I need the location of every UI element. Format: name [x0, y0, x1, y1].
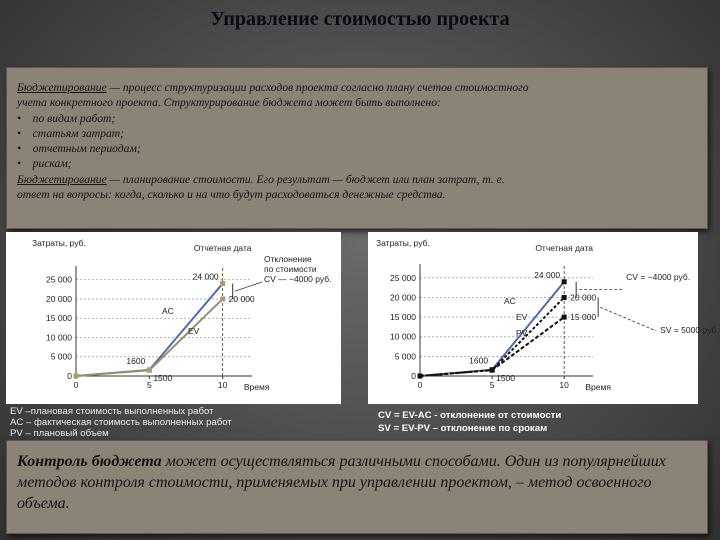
report-date-label: Отчетная дата: [535, 243, 594, 253]
bullet-icon: •: [17, 142, 22, 156]
text-line-7: [17, 172, 699, 187]
x-tick-label: 5: [146, 380, 152, 390]
legend-ev: EV –плановая стоимость выполненных работ: [10, 406, 214, 417]
formula-sv: SV = EV-PV – отклонение по срокам: [378, 422, 548, 434]
point-label: 1600: [469, 355, 489, 366]
term-budgeting: Бюджетирование: [17, 81, 107, 94]
y-tick-label: 20 000: [390, 292, 416, 303]
chart-2-svg: [368, 232, 719, 404]
point-label: 1600: [126, 355, 146, 366]
annotation-text: CV — −4000 руб.: [264, 274, 332, 284]
data-point: [562, 315, 567, 320]
definition-textbox: [6, 67, 708, 229]
series-line-ac: [420, 282, 564, 376]
series-label-ev: EV: [188, 326, 200, 336]
bullet-icon: •: [17, 111, 22, 125]
x-tick-label: 5: [489, 380, 495, 390]
bullet-text: рискам;: [32, 157, 72, 171]
point-label: 1500: [496, 373, 516, 384]
legend-ac: AC – фактическая стоимость выполненных работ: [10, 417, 232, 428]
bullet-text: отчетным периодам;: [32, 142, 141, 156]
bullet-item: [17, 156, 699, 171]
annotation-text: Отклонение: [264, 254, 312, 264]
x-tick-label: 0: [73, 380, 79, 390]
text-line-7-rest: — планирование стоимости. Его результат — бюджет или план затрат, т. е.: [106, 172, 505, 186]
legend-formulas: [378, 410, 708, 435]
bullet-text: статьям затрат;: [32, 126, 124, 140]
text-line-1-rest: — процесс структуризации расходов проекта согласно плану счетов стоимостного: [106, 81, 529, 94]
y-axis-label: Затраты, руб.: [376, 238, 430, 248]
y-tick-label: 25 000: [46, 274, 72, 285]
bullet-item: [17, 111, 699, 126]
formula-cv: CV = EV-AC - отклонение от стоимости: [378, 410, 562, 421]
point-label: 20 000: [228, 293, 255, 304]
annotation-leader: [235, 282, 262, 291]
y-tick-label: 5 000: [50, 351, 72, 362]
budget-control-textbox: [6, 440, 708, 534]
bullet-text: по видам работ;: [32, 111, 116, 125]
data-point: [562, 279, 567, 284]
text-line-8: ответ на вопросы: когда, сколько и на что будут расходоваться денежные средства.: [17, 188, 446, 202]
series-line-pv: [420, 317, 564, 376]
data-point: [147, 368, 152, 373]
annotation-text: по стоимости: [264, 264, 317, 274]
report-date-label: Отчетная дата: [193, 243, 252, 253]
series-label-ac: AC: [504, 296, 516, 306]
point-label: 1500: [153, 373, 173, 384]
slide-title: Управление стоимостью проекта: [210, 8, 510, 30]
y-axis-label: Затраты, руб.: [32, 238, 86, 248]
legend-definitions: [10, 406, 365, 439]
series-label-pv: PV: [516, 328, 528, 338]
x-tick-label: 10: [559, 380, 569, 390]
y-tick-label: 5 000: [394, 351, 416, 362]
bullet-item: [17, 126, 699, 141]
bullet-icon: •: [17, 157, 22, 171]
term-budgeting-2: Бюджетирование: [17, 172, 107, 186]
x-tick-label: 10: [217, 380, 228, 390]
y-tick-label: 10 000: [390, 331, 416, 342]
y-tick-label: 0: [411, 371, 416, 381]
chart-schedule-variance: [368, 232, 719, 404]
chart-1-svg: [6, 232, 341, 404]
chart-cost-variance: [6, 232, 341, 404]
term-budget-control: Контроль бюджета: [17, 453, 162, 470]
y-tick-label: 20 000: [46, 293, 72, 304]
data-point: [220, 281, 225, 286]
data-point: [490, 368, 495, 373]
point-label: 20 000: [570, 292, 597, 303]
y-tick-label: 15 000: [46, 313, 72, 324]
data-point: [220, 296, 225, 301]
legend-pv: PV – плановый объем: [10, 428, 109, 439]
y-tick-label: 0: [67, 371, 72, 381]
y-tick-label: 25 000: [390, 272, 416, 283]
series-label-ev: EV: [516, 312, 528, 322]
point-label: 15 000: [570, 312, 597, 323]
y-tick-label: 10 000: [46, 332, 72, 343]
point-label: 24 000: [192, 271, 219, 282]
text-line-1: [17, 80, 699, 95]
point-label: 24 000: [534, 269, 561, 280]
text-line-2: учета конкретного проекта. Структурирование бюджета может быть выполнено:: [17, 96, 441, 110]
x-axis-label: Время: [243, 382, 270, 392]
sv-arrow: [600, 307, 656, 331]
series-line-ac: [76, 284, 223, 376]
bullet-icon: •: [17, 126, 22, 140]
data-point: [418, 374, 423, 379]
data-point: [74, 374, 79, 379]
x-axis-label: Время: [585, 382, 611, 392]
bullet-item: [17, 141, 699, 156]
annotation-text: CV = −4000 руб.: [626, 271, 691, 282]
budget-control-text: может осуществляться различными способами. Один из популярнейших методов контроля стоимости, применяемых при управлении проектом, – метод освоенного объема.: [17, 453, 666, 512]
annotation-text: SV = 5000 руб.: [660, 324, 719, 335]
x-tick-label: 0: [417, 380, 423, 390]
series-label-ac: AC: [162, 306, 174, 316]
y-tick-label: 15 000: [390, 312, 416, 323]
data-point: [562, 295, 567, 300]
